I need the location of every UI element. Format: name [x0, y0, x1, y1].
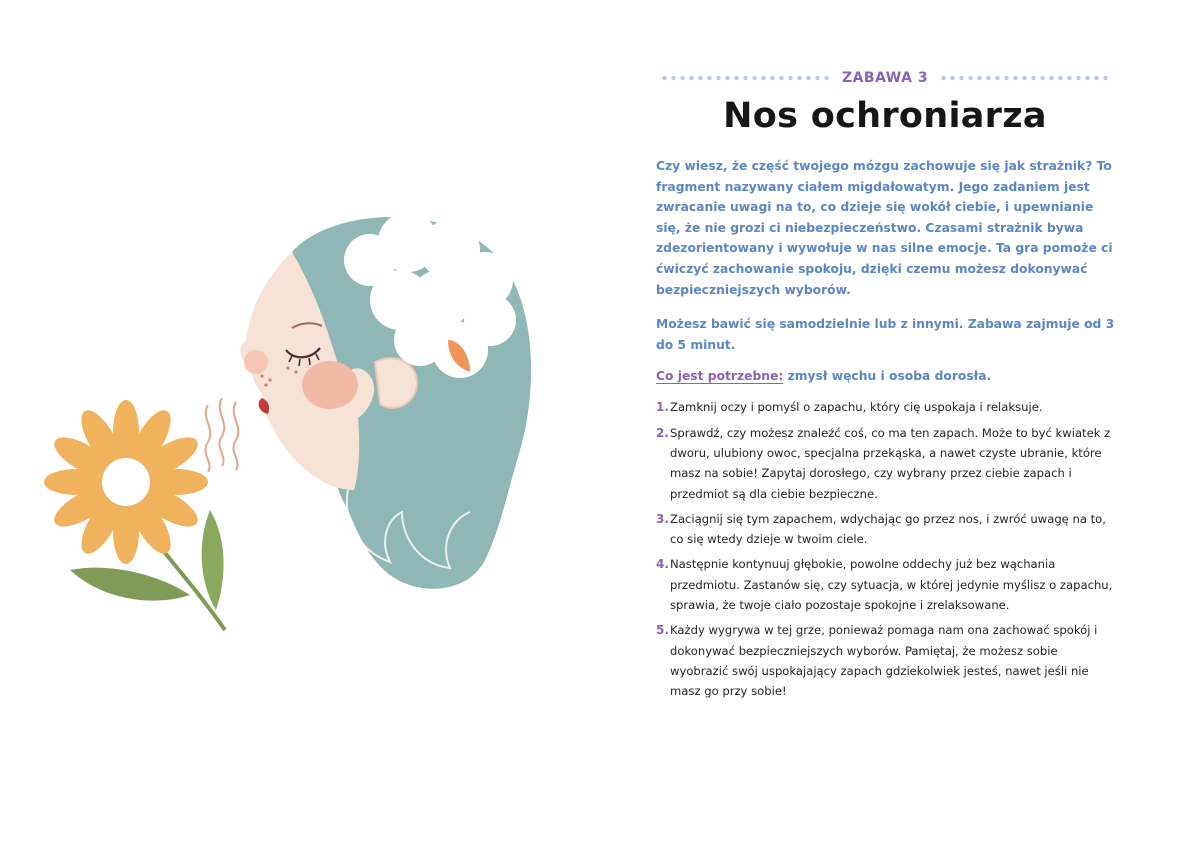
eyebrow-row	[659, 70, 1111, 86]
step-text: Zamknij oczy i pomyśl o zapachu, który cię uspokaja i relaksuje.	[670, 400, 1043, 415]
requirements-line	[656, 369, 1124, 383]
step-text: Sprawdź, czy możesz znaleźć coś, co ma ten zapach. Może to być kwiatek z dworu, ulubiony owoc, specjalna przekąska, a nawet czyste ubranie, które masz na sobie! Zapytaj dorosłego, czy wybrany przez ciebie zapach i przedmiot są dla ciebie bezpieczne.	[670, 425, 1111, 501]
cheek-blush	[302, 361, 358, 409]
dotted-rule-right	[938, 75, 1111, 81]
step-item	[656, 554, 1118, 615]
girl-smelling-flower-illustration	[30, 190, 590, 650]
flower-leaf-left	[70, 568, 190, 601]
step-item	[656, 620, 1118, 701]
step-item	[656, 423, 1118, 504]
page-title: Nos ochroniarza	[723, 96, 1047, 136]
flower-leaf-right	[202, 510, 224, 610]
step-item	[656, 397, 1118, 417]
step-number: 1.	[656, 400, 669, 415]
duration-paragraph: Możesz bawić się samodzielnie lub z innymi. Zabawa zajmuje od 3 do 5 minut.	[656, 317, 1115, 352]
step-number: 5.	[656, 623, 669, 638]
ear	[375, 358, 417, 408]
activity-number: ZABAWA 3	[841, 70, 929, 86]
illustration-svg	[30, 190, 590, 650]
requirements-label: Co jest potrzebne:	[656, 369, 784, 384]
intro-paragraph: Czy wiesz, że część twojego mózgu zachowuje się jak strażnik? To fragment nazywany ciałem migdałowatym. Jego zadaniem jest zwracanie uwagi na to, co dzieje się wokół ciebie, i upewnianie się, że nie grozi ci niebezpieczeństwo. Czasami strażnik bywa zdezorientowany i wywołuje w nas silne emocje. Ta gra pomoże ci ćwiczyć zachowanie spokoju, dzięki czemu możesz dokonywać bezpieczniejszych wyborów.	[656, 159, 1113, 297]
requirements-value: zmysł węchu i osoba dorosła.	[783, 369, 992, 384]
steps-list	[656, 397, 1118, 701]
flower-center	[102, 458, 150, 506]
nose-blush	[244, 350, 268, 374]
step-text: Każdy wygrywa w tej grze, ponieważ pomaga nam ona zachować spokój i dokonywać bezpieczniejszych wyborów. Pamiętaj, że możesz sobie wyobrazić swój uspokajający zapach gdziekolwiek jesteś, nawet jeśli nie masz go przy sobie!	[670, 623, 1098, 699]
activity-page	[654, 70, 1124, 707]
step-number: 3.	[656, 511, 669, 526]
scent-waves	[205, 398, 238, 472]
step-number: 2.	[656, 425, 669, 440]
dotted-rule-left	[659, 75, 832, 81]
step-text: Następnie kontynuuj głębokie, powolne oddechy już bez wąchania przedmiotu. Zastanów się, czy sytuacja, w której jedynie myślisz o zapachu, sprawia, że twoje ciało pozostaje spokojne i zrelaksowane.	[670, 557, 1113, 613]
step-text: Zaciągnij się tym zapachem, wdychając go przez nos, i zwróć uwagę na to, co się wtedy dzieje w twoim ciele.	[670, 511, 1106, 547]
step-number: 4.	[656, 557, 669, 572]
step-item	[656, 509, 1118, 550]
